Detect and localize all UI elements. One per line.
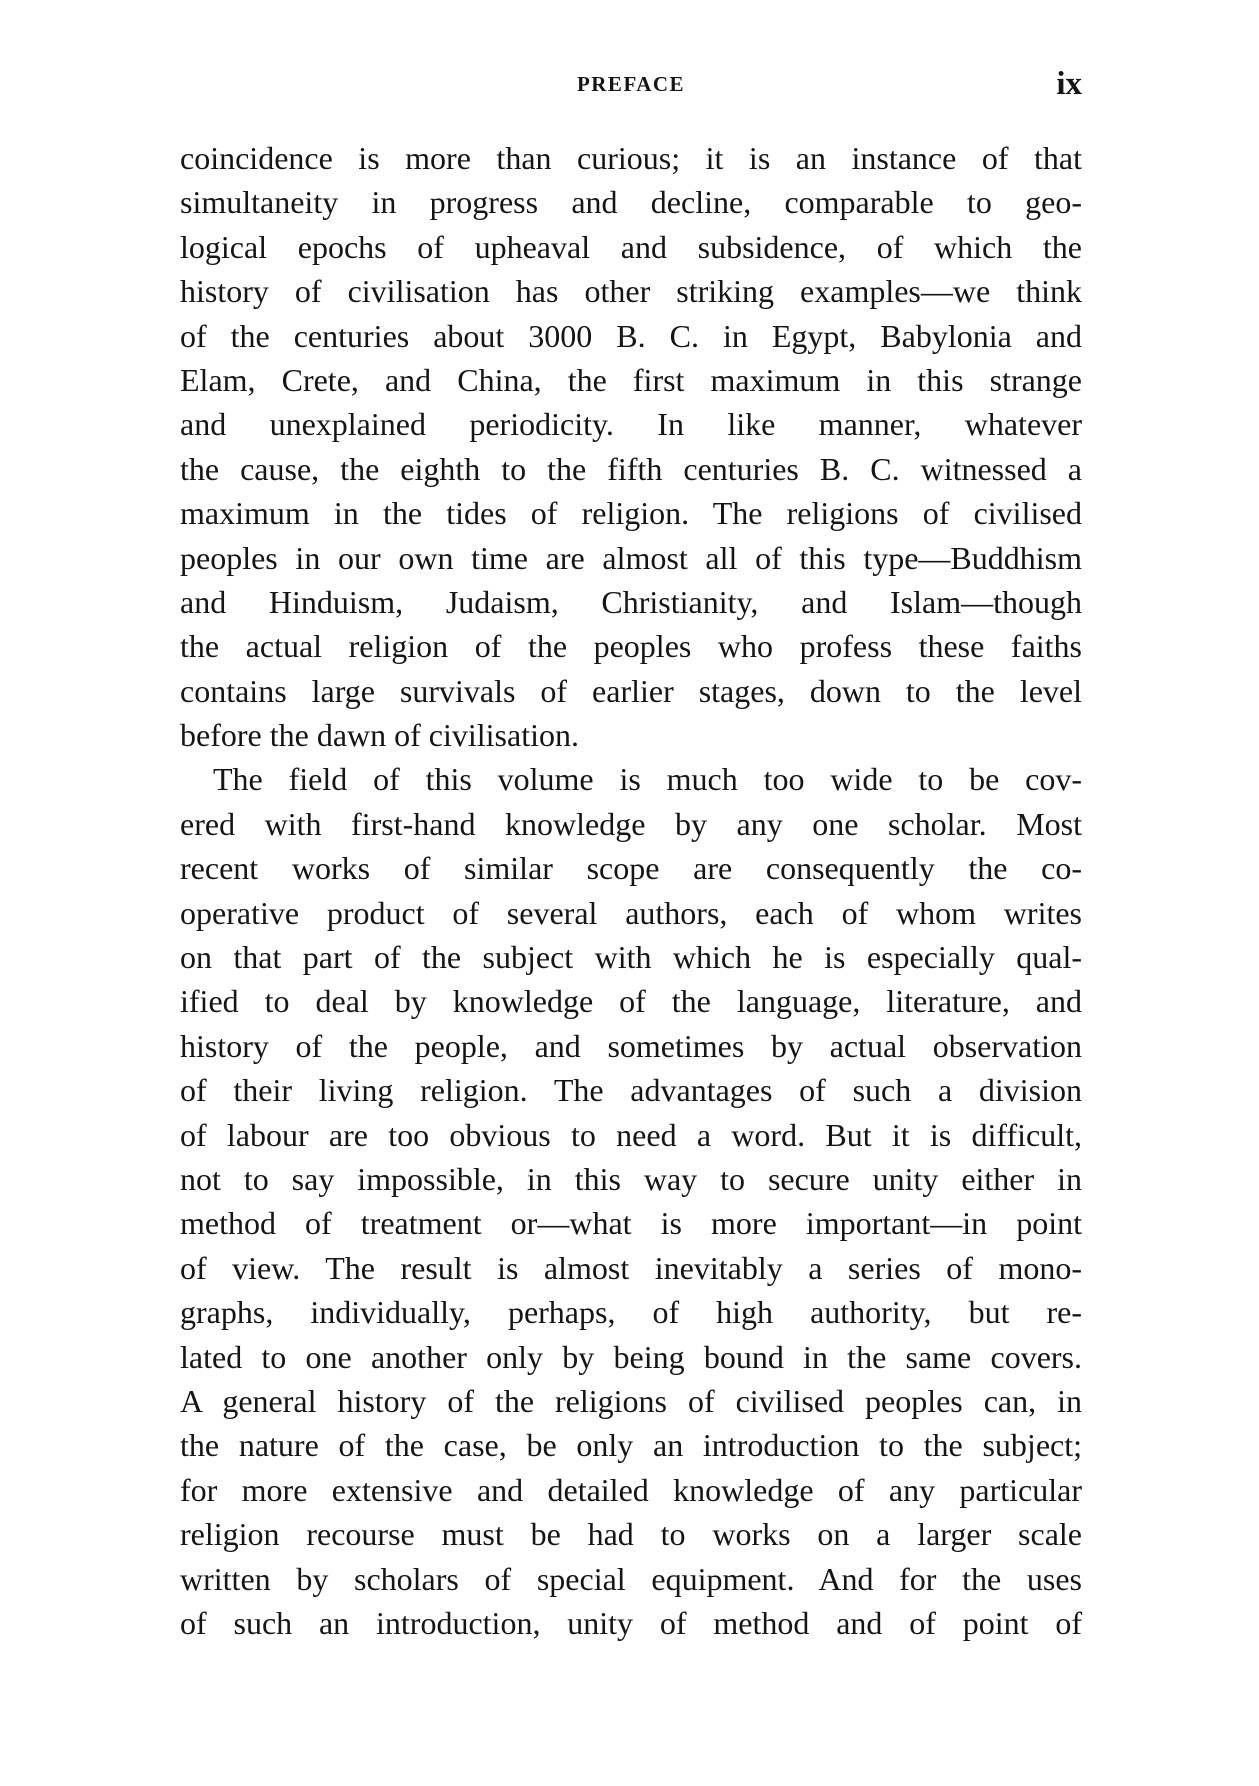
text-line: simultaneity in progress and decline, comparable to geo- <box>180 184 1082 221</box>
text-line: not to say impossible, in this way to secure unity either in <box>180 1160 1082 1197</box>
text-line: on that part of the subject with which he is especially qual- <box>180 939 1082 976</box>
text-line: The field of this volume is much too wide to be cov- <box>213 761 1082 798</box>
text-line: A general history of the religions of civilised peoples can, in <box>180 1382 1082 1419</box>
text-line: method of treatment or—what is more important—in point <box>180 1205 1082 1242</box>
text-line: coincidence is more than curious; it is an instance of that <box>180 140 1082 176</box>
running-head: PREFACE <box>576 72 686 96</box>
body-text <box>180 136 1082 1645</box>
text-line: lated to one another only by being bound in the same covers. <box>180 1338 1082 1375</box>
paragraph-1 <box>180 136 1082 757</box>
text-line: graphs, individually, perhaps, of high authority, but re- <box>180 1294 1082 1331</box>
text-line: for more extensive and detailed knowledge of any particular <box>180 1471 1082 1508</box>
text-line: the actual religion of the peoples who profess these faiths <box>180 628 1082 665</box>
text-line: ered with first-hand knowledge by any one scholar. Most <box>180 805 1082 842</box>
text-line: of such an introduction, unity of method and of point of <box>180 1604 1082 1641</box>
text-line: Elam, Crete, and China, the first maximum in this strange <box>180 361 1082 398</box>
text-line: peoples in our own time are almost all of this type—Buddhism <box>180 539 1082 576</box>
text-line: logical epochs of upheaval and subsidence, of which the <box>180 228 1082 265</box>
text-line: the cause, the eighth to the fifth centuries B. C. witnessed a <box>180 450 1082 487</box>
text-line: history of civilisation has other striking examples—we think <box>180 273 1082 310</box>
text-line: recent works of similar scope are consequently the co- <box>180 850 1082 887</box>
text-line: and unexplained periodicity. In like manner, whatever <box>180 406 1082 443</box>
text-line: history of the people, and sometimes by actual observation <box>180 1027 1082 1064</box>
text-line: maximum in the tides of religion. The religions of civilised <box>180 495 1082 532</box>
text-line: written by scholars of special equipment. And for the uses <box>180 1560 1082 1597</box>
text-line: before the dawn of civilisation. <box>180 717 579 754</box>
text-line: ified to deal by knowledge of the language, literature, and <box>180 983 1082 1020</box>
text-line: the nature of the case, be only an introduction to the subject; <box>180 1427 1082 1464</box>
text-line: religion recourse must be had to works on a larger scale <box>180 1516 1082 1553</box>
paragraph-2 <box>180 757 1082 1645</box>
page-header <box>180 68 1082 108</box>
text-line: of labour are too obvious to need a word. But it is difficult, <box>180 1116 1082 1153</box>
text-line: of their living religion. The advantages of such a division <box>180 1072 1082 1109</box>
text-line: of the centuries about 3000 B. C. in Egypt, Babylonia and <box>180 317 1082 354</box>
text-line: operative product of several authors, each of whom writes <box>180 894 1082 931</box>
text-line: contains large survivals of earlier stages, down to the level <box>180 672 1082 709</box>
text-line: of view. The result is almost inevitably a series of mono- <box>180 1249 1082 1286</box>
page-number: ix <box>1056 66 1082 102</box>
text-line: and Hinduism, Judaism, Christianity, and Islam—though <box>180 583 1082 620</box>
